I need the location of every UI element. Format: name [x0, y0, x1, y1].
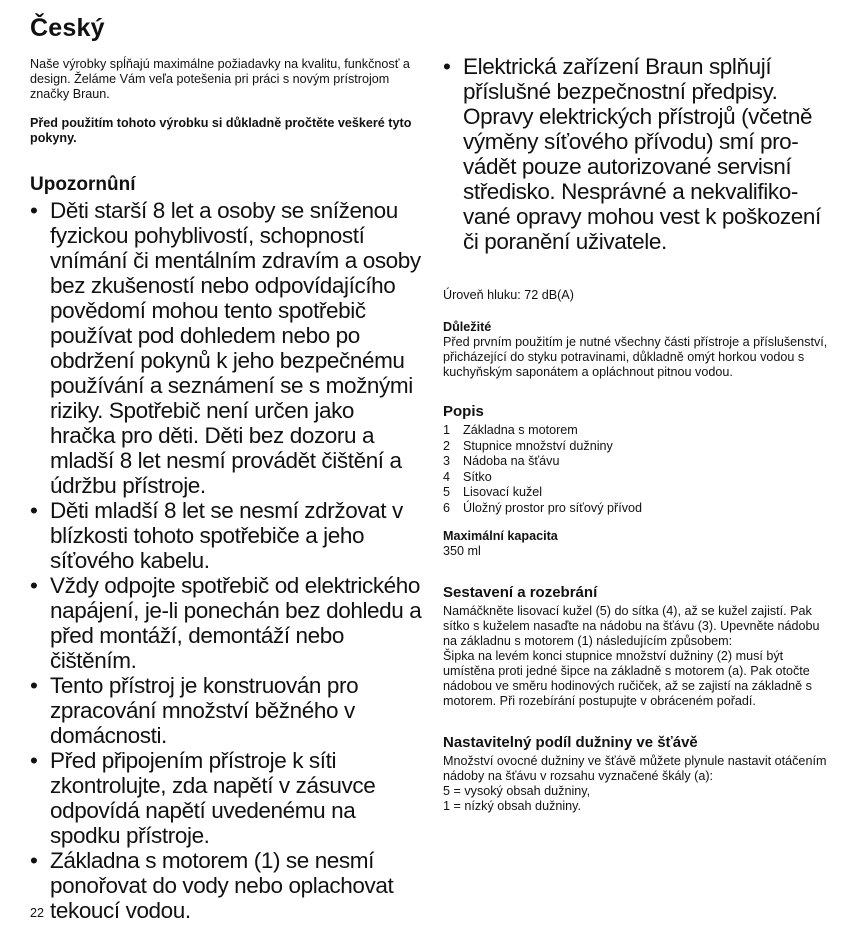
warning-text: Elektrická zařízení Braun splňují příslušné bezpečnostní předpisy. Opravy elektrických přístrojů (včetně výměny síťového přívodu) smí provádět pouze autorizované servisní středisko. Nesprávné a nekvalifikované opravy mohou vest k poškození či poranění uživatele.	[463, 54, 821, 254]
assembly-text: Namáčkněte lisovací kužel (5) do sítka (4), až se kužel zajistí. Pak sítko s kuželem nasaďte na nádobu na šťávu (3). Upevněte nádobu na základnu s motorem (1) následujícím způsobem:	[443, 603, 820, 648]
pulp-text: Množství ovocné dužniny ve šťávě můžete plynule nastavit otáčením nádoby na šťávu v rozsahu vyznačené škály (a):	[443, 753, 827, 783]
description-list	[443, 423, 835, 517]
right-column	[443, 54, 835, 814]
item-label: Základna s motorem	[463, 423, 578, 437]
page-number: 22	[30, 906, 45, 920]
bullet-icon: •	[30, 198, 38, 223]
left-column	[30, 14, 422, 923]
warning-text: Děti mladší 8 let se nesmí zdržovat v blízkosti tohoto spotřebiče a jeho síťového kabelu.	[50, 498, 403, 573]
pulp-line-high: 5 = vysoký obsah dužniny,	[443, 783, 591, 798]
capacity-value: 350 ml	[443, 543, 481, 558]
bullet-icon: •	[30, 848, 38, 873]
warnings-list	[30, 198, 422, 923]
list-item	[443, 454, 835, 470]
intro-text: Naše výrobky spĺňajú maximálne požiadavky na kvalitu, funkčnosť a design. Želáme Vám veľa potešenia pri práci s novým prístrojom značky Braun.	[30, 57, 410, 101]
bullet-icon: •	[30, 748, 38, 773]
item-number: 3	[443, 454, 451, 469]
item-number: 2	[443, 438, 451, 453]
item-label: Sítko	[463, 469, 492, 484]
intro-bold-text: Před použitím tohoto výrobku si důkladně pročtěte veškeré tyto pokyny.	[30, 116, 412, 145]
warning-item	[30, 573, 422, 673]
item-label: Úložný prostor pro síťový přívod	[463, 500, 643, 515]
list-item	[443, 439, 835, 455]
warning-text: Základna s motorem (1) se nesmí ponořovat do vody nebo oplachovat tekoucí vodou.	[50, 848, 394, 923]
warning-text: Tento přístroj je konstruován pro zpracování množství běžného v domácnosti.	[50, 673, 359, 748]
warnings-heading: Upozornûní	[30, 174, 136, 195]
list-item	[443, 485, 835, 501]
assembly-heading: Sestavení a rozebrání	[443, 583, 598, 601]
important-text: Před prvním použitím je nutné všechny části přístroje a příslušenství, přicházející do styku potravinami, důkladně omýt horkou vodou s kuchyňským saponátem a opláchnout pitnou vodou.	[443, 335, 828, 379]
warning-text: Před připojením přístroje k síti zkontrolujte, zda napětí v zásuvce odpovídá napětí uvedenému na spodku přístroje.	[50, 748, 376, 848]
page-title: Český	[30, 14, 105, 42]
warning-item	[30, 748, 422, 848]
warning-text: Vždy odpojte spotřebič od elektrického napájení, je-li ponechán bez dohledu a před montáží, demontáží nebo čištěním.	[50, 573, 422, 673]
item-number: 5	[443, 485, 451, 500]
right-warning-list	[443, 54, 835, 254]
pulp-heading: Nastavitelný podíl dužniny ve šťávě	[443, 733, 698, 751]
list-item	[443, 501, 835, 517]
list-item	[443, 470, 835, 486]
warning-item	[30, 848, 422, 923]
pulp-line-low: 1 = nízký obsah dužniny.	[443, 798, 582, 813]
bullet-icon: •	[30, 498, 38, 523]
item-label: Nádoba na šťávu	[463, 454, 560, 469]
noise-level: Úroveň hluku: 72 dB(A)	[443, 288, 574, 302]
item-label: Lisovací kužel	[463, 485, 543, 500]
bullet-icon: •	[30, 673, 38, 698]
description-heading: Popis	[443, 403, 484, 420]
capacity-heading: Maximální kapacita	[443, 528, 558, 543]
item-label: Stupnice množství dužniny	[463, 438, 613, 453]
important-heading: Důležité	[443, 320, 492, 334]
assembly-text-continued: Šipka na levém konci stupnice množství dužniny (2) musí být umístěna proti jedné šipce na základně s motorem (a). Pak otočte nádobou ve směru hodinových ručiček, až se zajistí na základně s motorem. Při rozebírání postupujte v obráceném pořadí.	[443, 648, 812, 708]
bullet-icon: •	[443, 54, 451, 79]
item-number: 6	[443, 500, 451, 515]
list-item	[443, 423, 835, 439]
warning-item	[30, 498, 422, 573]
item-number: 4	[443, 469, 451, 484]
warning-item	[443, 54, 835, 254]
warning-item	[30, 198, 422, 498]
bullet-icon: •	[30, 573, 38, 598]
item-number: 1	[443, 423, 451, 437]
warning-text: Děti starší 8 let a osoby se sníženou fyzickou pohyblivostí, schopností vnímání či mentálním zdravím a osoby bez zkušeností nebo odpovídajícího povědomí mohou tento spotřebič používat pod dohledem nebo po obdržení pokynů k jeho bezpečnému používání a seznámení se s možnými riziky. Spotřebič není určen jako hračka pro děti. Děti bez dozoru a mladší 8 let nesmí provádět čištění a údržbu přístroje.	[50, 198, 421, 498]
warning-item	[30, 673, 422, 748]
